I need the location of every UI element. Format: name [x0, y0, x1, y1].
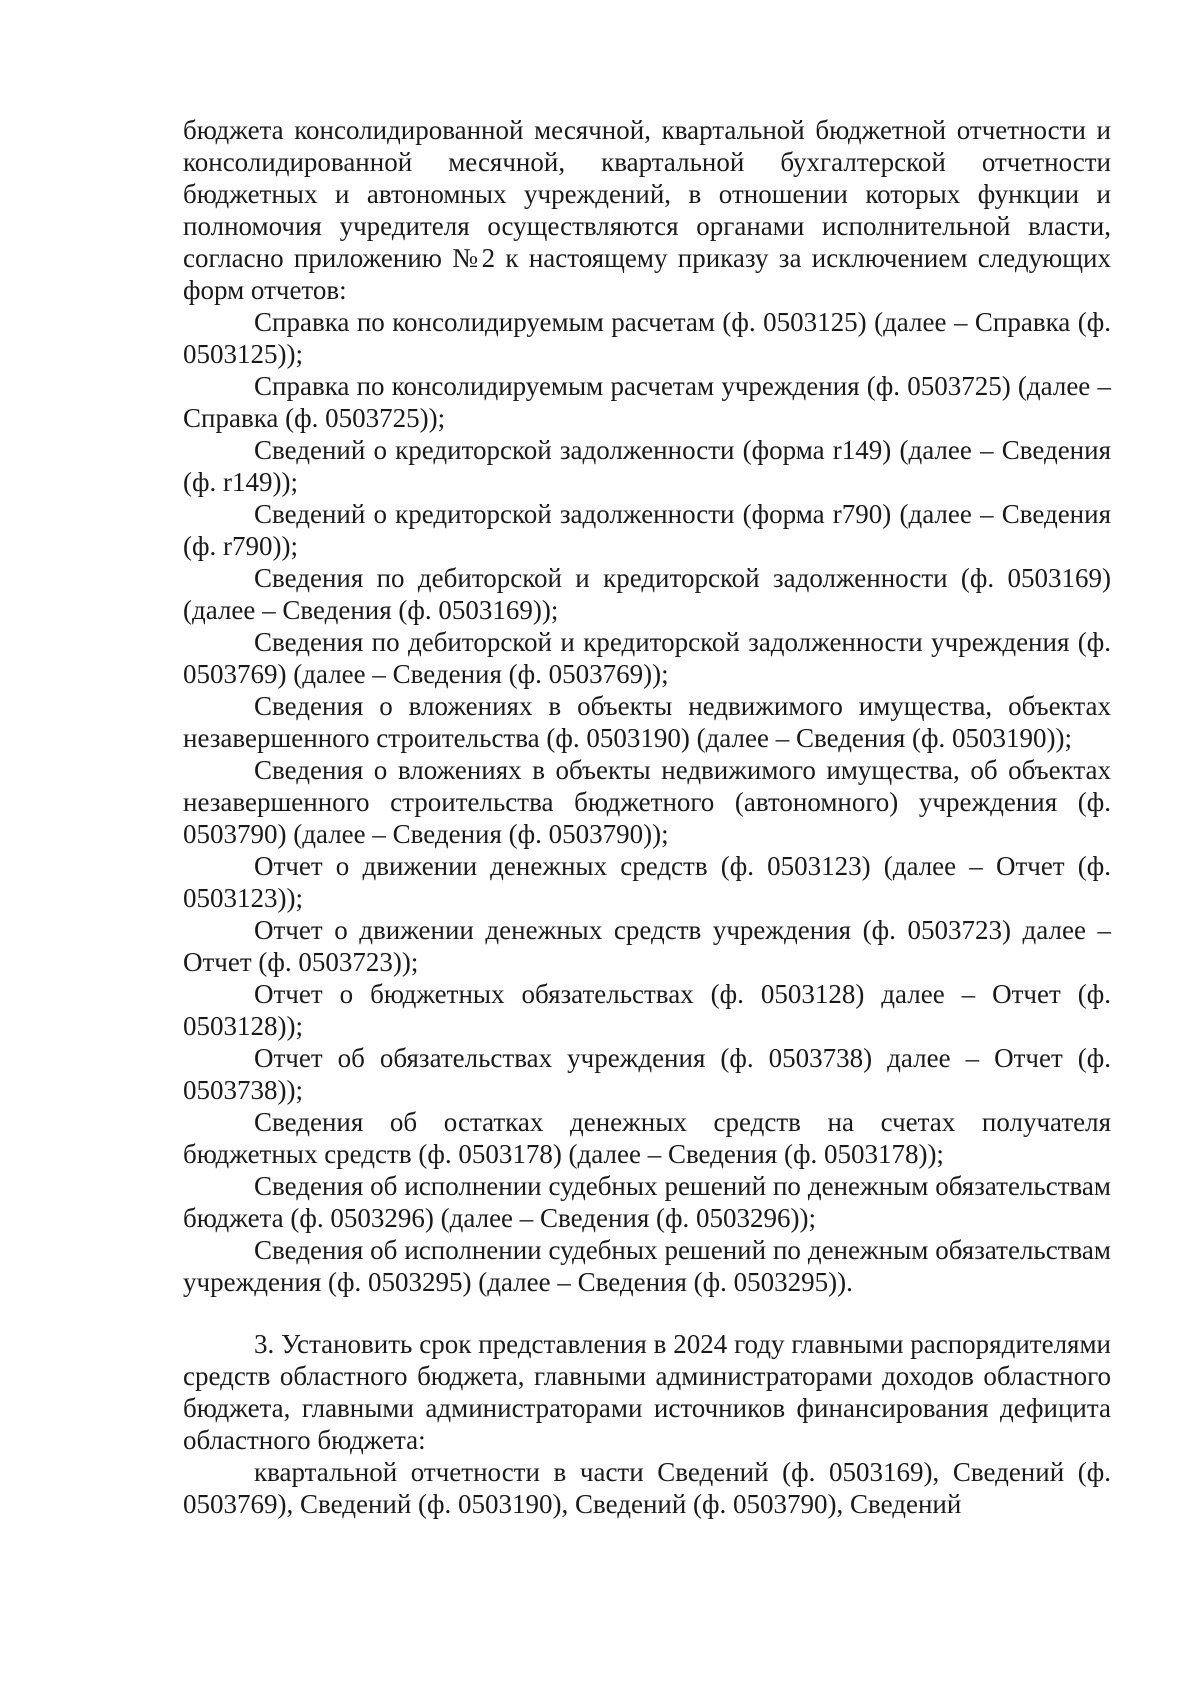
list-item-0503790: Сведения о вложениях в объекты недвижимого имущества, об объектах незавершенного строительства бюджетного (автономного) учреждения (ф. 0503790) (далее – Сведения (ф. 0503790));	[183, 755, 1111, 849]
section-3-paragraph: 3. Установить срок представления в 2024 году главными распорядителями средств областного бюджета, главными администраторами доходов областного бюджета, главными администраторами источников финансирования дефицита областного бюджета:	[183, 1329, 1111, 1455]
list-item-r149: Сведений о кредиторской задолженности (форма r149) (далее – Сведения (ф. r149));	[183, 435, 1111, 497]
paragraph-continuation: бюджета консолидированной месячной, квартальной бюджетной отчетности и консолидированной месячной, квартальной бухгалтерской отчетности бюджетных и автономных учреждений, в отношении которых функции и полномочия учредителя осуществляются органами исполнительной власти, согласно приложению №2 к настоящему приказу за исключением следующих форм отчетов:	[183, 115, 1111, 305]
list-item-r790: Сведений о кредиторской задолженности (форма r790) (далее – Сведения (ф. r790));	[183, 499, 1111, 561]
list-item-0503295: Сведения об исполнении судебных решений по денежным обязательствам учреждения (ф. 0503295) (далее – Сведения (ф. 0503295)).	[183, 1235, 1111, 1297]
list-item-0503178: Сведения об остатках денежных средств на счетах получателя бюджетных средств (ф. 0503178) (далее – Сведения (ф. 0503178));	[183, 1107, 1111, 1169]
list-item-0503738: Отчет об обязательствах учреждения (ф. 0503738) далее – Отчет (ф. 0503738));	[183, 1043, 1111, 1105]
list-item-0503169: Сведения по дебиторской и кредиторской задолженности (ф. 0503169) (далее – Сведения (ф. 0503169));	[183, 563, 1111, 625]
document-body	[183, 114, 1111, 1520]
list-item-0503123: Отчет о движении денежных средств (ф. 0503123) (далее – Отчет (ф. 0503123));	[183, 851, 1111, 913]
quarterly-reporting-paragraph: квартальной отчетности в части Сведений (ф. 0503169), Сведений (ф. 0503769), Сведений (ф. 0503190), Сведений (ф. 0503790), Сведений	[183, 1457, 1111, 1519]
list-item-0503190: Сведения о вложениях в объекты недвижимого имущества, объектах незавершенного строительства (ф. 0503190) (далее – Сведения (ф. 0503190));	[183, 691, 1111, 753]
list-item-0503723: Отчет о движении денежных средств учреждения (ф. 0503723) далее – Отчет (ф. 0503723));	[183, 915, 1111, 977]
list-item-0503725: Справка по консолидируемым расчетам учреждения (ф. 0503725) (далее – Справка (ф. 0503725));	[183, 371, 1111, 433]
list-item-0503296: Сведения об исполнении судебных решений по денежным обязательствам бюджета (ф. 0503296) (далее – Сведения (ф. 0503296));	[183, 1171, 1111, 1233]
list-item-0503125: Справка по консолидируемым расчетам (ф. 0503125) (далее – Справка (ф. 0503125));	[183, 307, 1111, 369]
list-item-0503128: Отчет о бюджетных обязательствах (ф. 0503128) далее – Отчет (ф. 0503128));	[183, 979, 1111, 1041]
list-item-0503769: Сведения по дебиторской и кредиторской задолженности учреждения (ф. 0503769) (далее – Сведения (ф. 0503769));	[183, 627, 1111, 689]
